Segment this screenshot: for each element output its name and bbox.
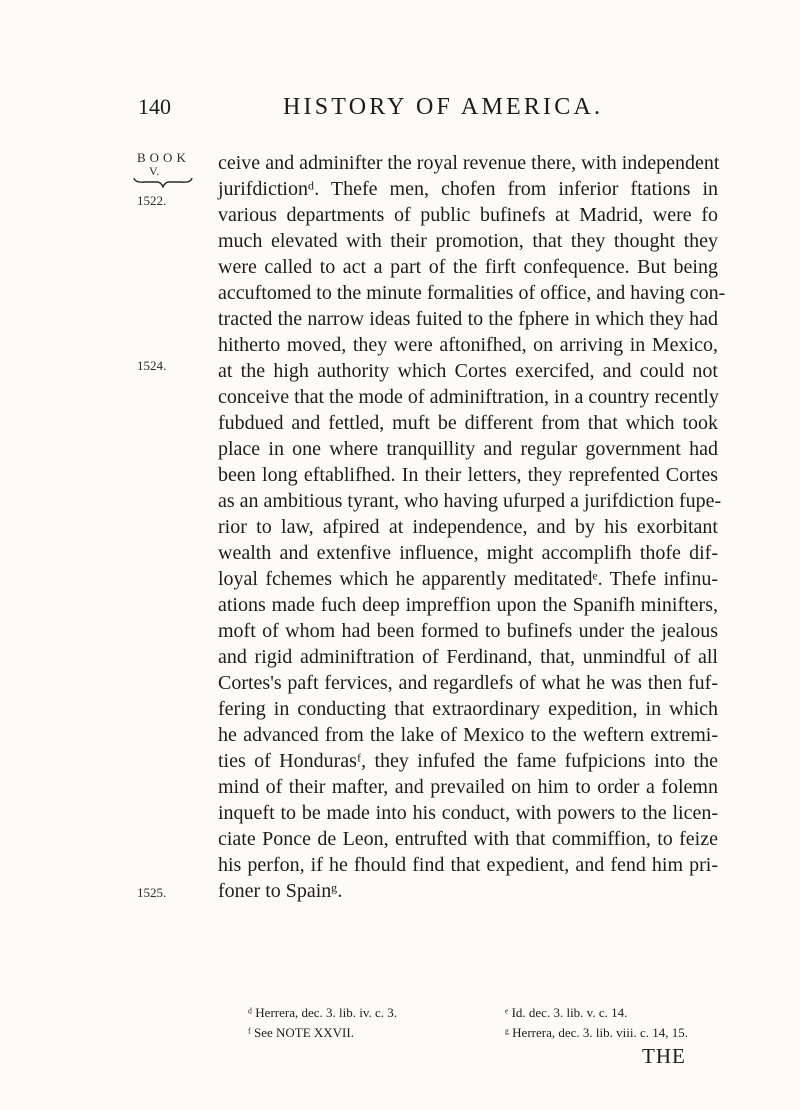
body-line: and rigid adminiftration of Ferdinand, that, unmindful of all (218, 646, 718, 668)
body-line: fering in conducting that extraordinary expedition, in which (218, 698, 718, 720)
footnote-d: ᵈ Herrera, dec. 3. lib. iv. c. 3. (248, 1005, 398, 1020)
body-line: wealth and extenfive influence, might accomplifh thofe dif- (218, 542, 718, 564)
body-line: tracted the narrow ideas fuited to the fphere in which they had (218, 308, 718, 330)
body-line: much elevated with their promotion, that they thought they (218, 230, 718, 252)
footnote-g: ᵍ Herrera, dec. 3. lib. viii. c. 14, 15. (505, 1025, 688, 1040)
margin-year-1525: 1525. (137, 885, 167, 900)
margin-book-label: BOOK (137, 150, 190, 165)
body-line: his perfon, if he fhould find that expedient, and fend him pri- (218, 854, 718, 876)
body-line: hitherto moved, they were aftonifhed, on arriving in Mexico, (218, 334, 718, 356)
body-line: he advanced from the lake of Mexico to the weftern extremi- (218, 724, 718, 746)
page-number: 140 (138, 94, 171, 119)
body-line: ties of Hondurasᶠ, they infufed the fame fufpicions into the (218, 750, 718, 772)
body-line: at the high authority which Cortes exercifed, and could not (218, 360, 718, 382)
body-line: loyal fchemes which he apparently meditatedᵉ. Thefe infinu- (218, 568, 718, 590)
body-line: mind of their mafter, and prevailed on him to order a folemn (218, 776, 718, 798)
body-line: moft of whom had been formed to bufinefs under the jealous (218, 620, 718, 642)
margin-year-1524: 1524. (137, 358, 167, 373)
body-line: been long eftablifhed. In their letters, they reprefented Cortes (218, 464, 718, 486)
footnote-e: ᵉ Id. dec. 3. lib. v. c. 14. (505, 1005, 628, 1020)
margin-year-1522: 1522. (137, 193, 167, 208)
body-line: place in one where tranquillity and regular government had (218, 438, 718, 460)
body-line: fubdued and fettled, muft be different from that which took (218, 412, 718, 434)
margin-book-volume: V. (149, 164, 160, 178)
body-line: accuftomed to the minute formalities of office, and having con- (218, 282, 726, 304)
body-text (218, 150, 726, 904)
body-line: ciate Ponce de Leon, entrufted with that commiffion, to feize (218, 828, 718, 850)
body-line: ceive and adminifter the royal revenue there, with independent (218, 152, 720, 174)
body-line: as an ambitious tyrant, who having ufurped a jurifdiction fupe- (218, 490, 722, 512)
footnote-f: ᶠ See NOTE XXVII. (248, 1025, 354, 1040)
body-line: foner to Spainᵍ. (218, 880, 343, 902)
page-header (0, 94, 800, 134)
body-line: various departments of public bufinefs at Madrid, were fo (218, 204, 718, 226)
body-line: conceive that the mode of adminiftration, in a country recently (218, 386, 719, 408)
margin-brace-ornament (133, 176, 193, 188)
body-line: were called to act a part of the firft confequence. But being (218, 256, 718, 278)
running-head: HISTORY OF AMERICA. (283, 94, 604, 120)
body-line: inqueft to be made into his conduct, with powers to the licen- (218, 802, 718, 824)
body-line: rior to law, afpired at independence, and by his exorbitant (218, 516, 718, 538)
body-line: jurifdictionᵈ. Thefe men, chofen from inferior ftations in (218, 178, 718, 200)
catchword: THE (642, 1044, 686, 1068)
body-line: ations made fuch deep impreffion upon the Spanifh minifters, (218, 594, 718, 616)
body-line: Cortes's paft fervices, and regardlefs of what he was then fuf- (218, 672, 718, 694)
